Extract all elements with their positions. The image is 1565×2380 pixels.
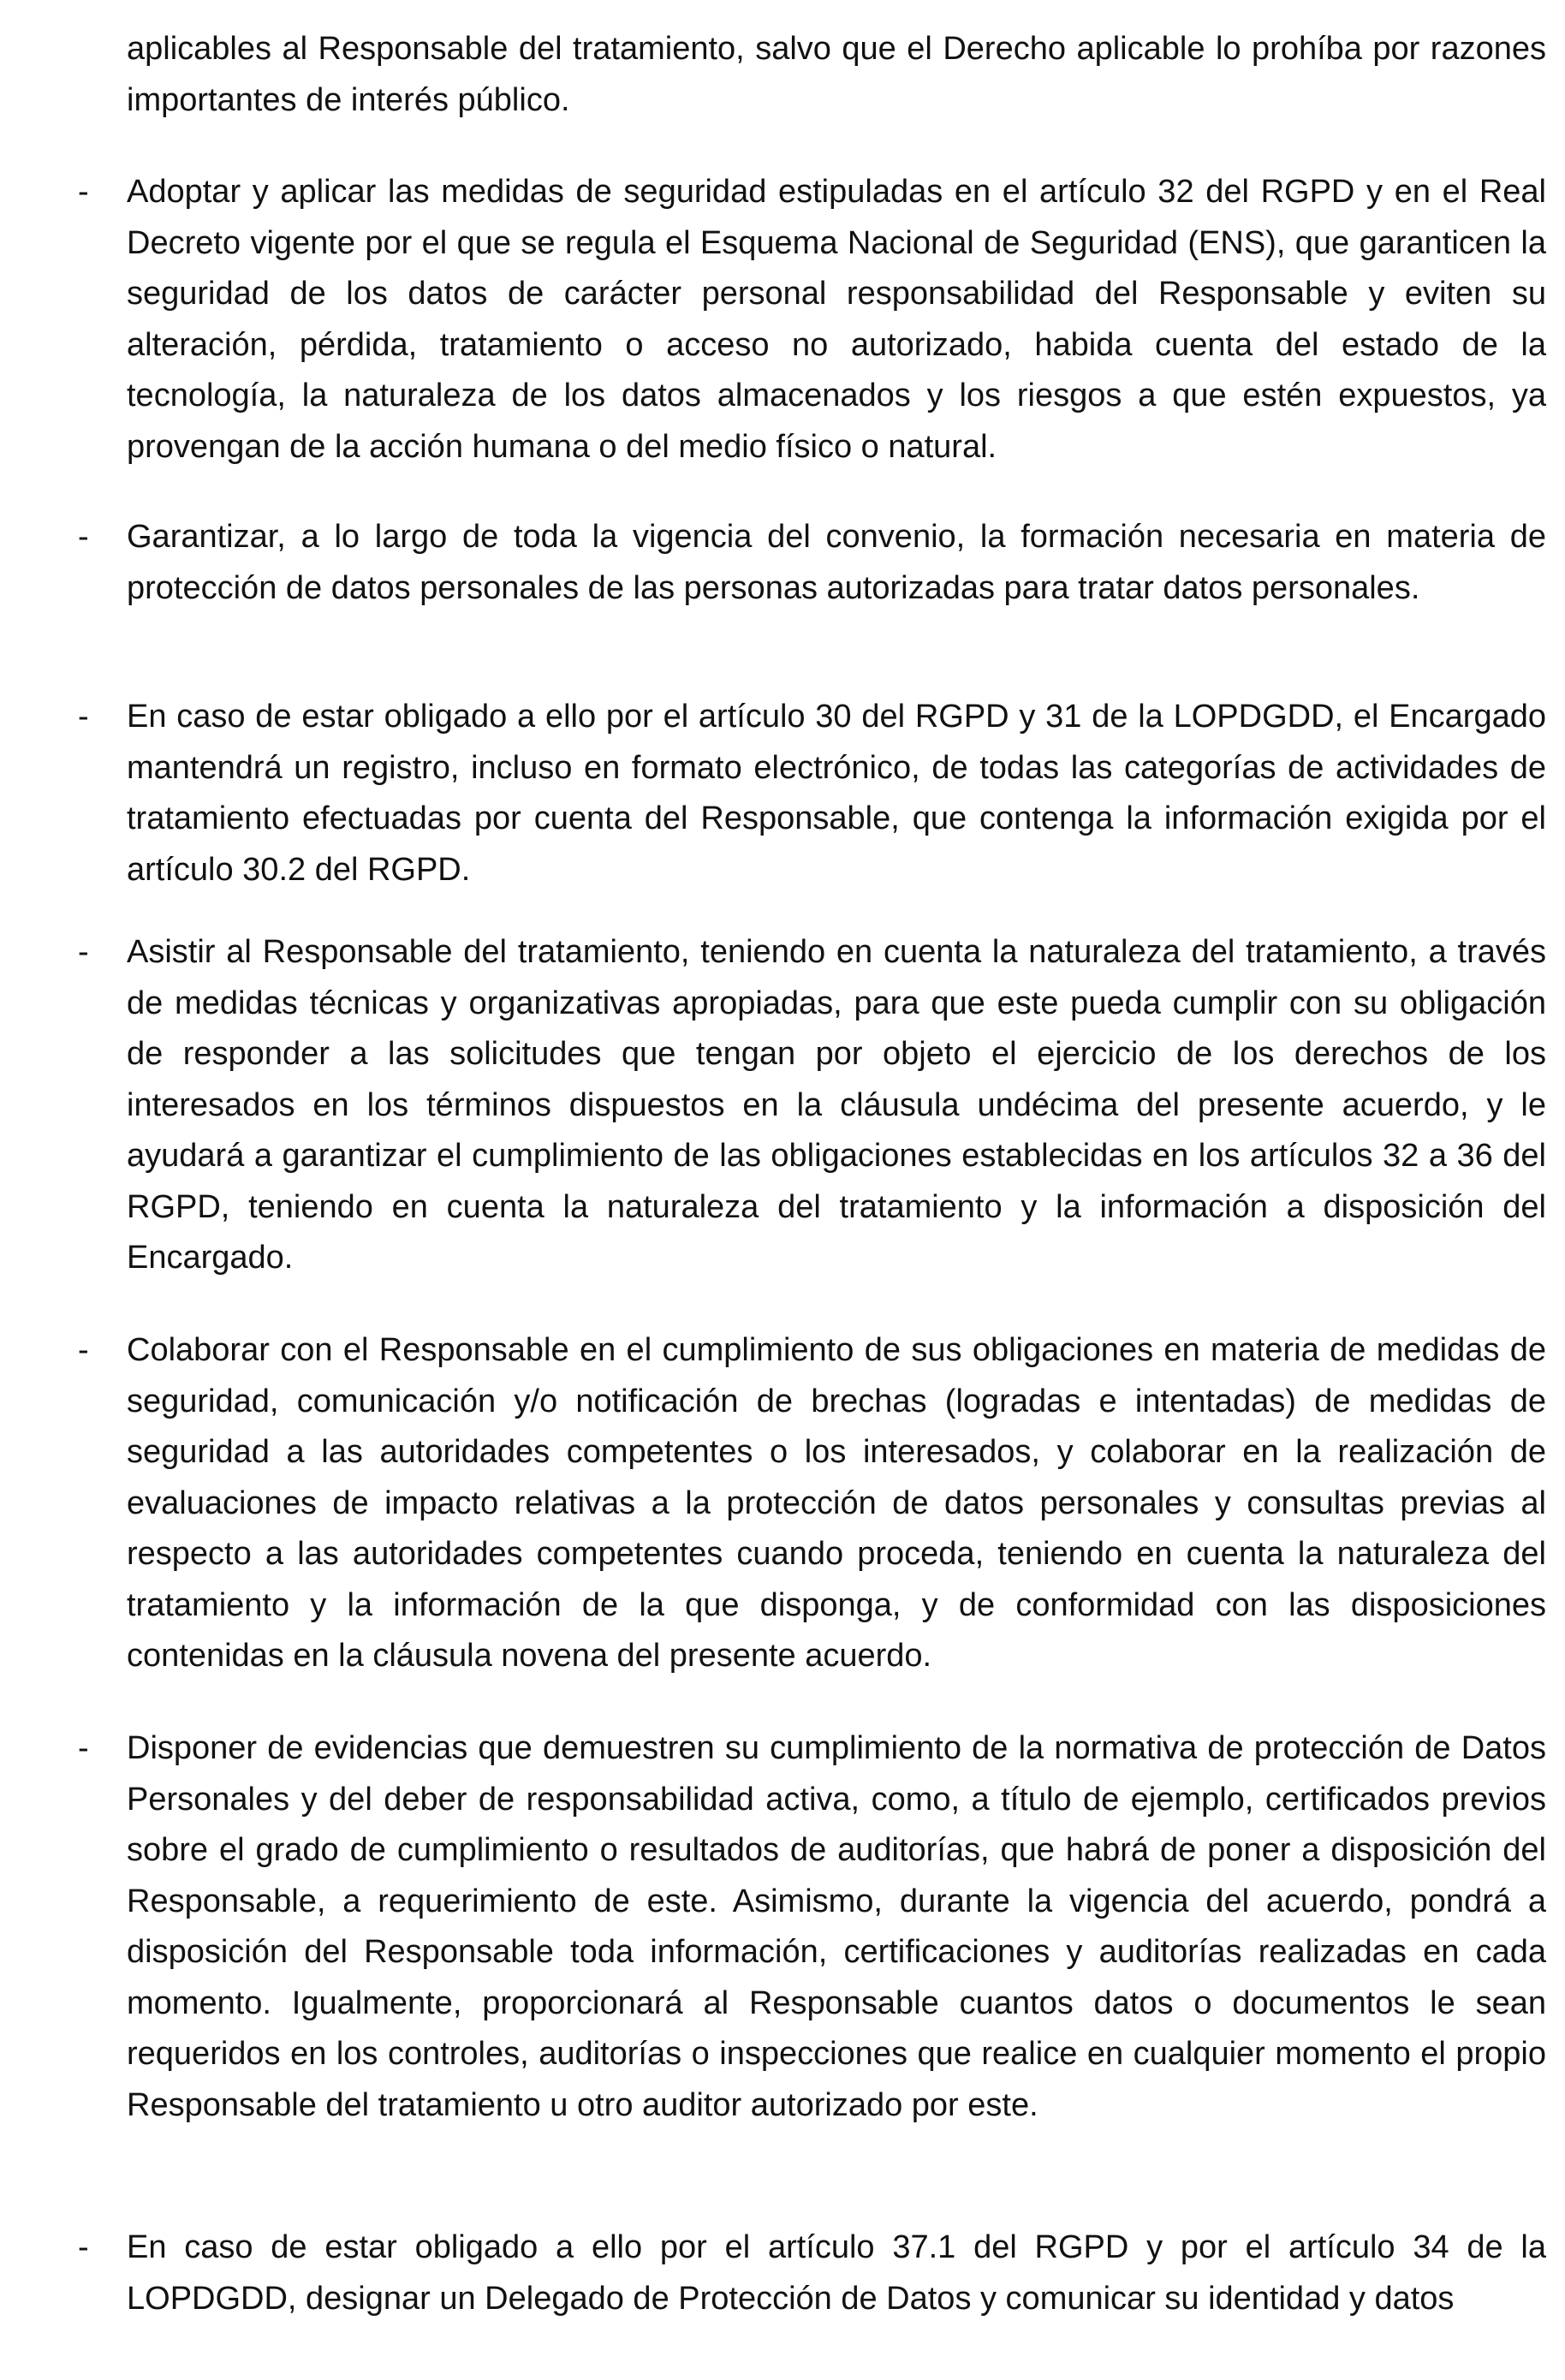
list-item-text: Adoptar y aplicar las medidas de seguridad estipuladas en el artículo 32 del RGPD y en el Real Decreto vigente por el que se regula el Esquema Nacional de Seguridad (ENS), que garanticen la seguridad de los datos de carácter personal responsabilidad del Responsable y eviten su alteración, pérdida, tratamiento o acceso no autorizado, habida cuenta del estado de la tecnología, la naturaleza de los datos almacenados y los riesgos a que estén expuestos, ya provengan de la acción humana o del medio físico o natural. <box>127 174 1546 465</box>
bullet-dash: - <box>78 1730 89 1766</box>
list-item-text: Garantizar, a lo largo de toda la vigencia del convenio, la formación necesaria en materia de protección de datos personales de las personas autorizadas para tratar datos personales. <box>127 519 1546 606</box>
bullet-dash: - <box>78 2229 89 2265</box>
bullet-dash: - <box>78 174 89 210</box>
bullet-dash: - <box>78 1332 89 1368</box>
bullet-dash: - <box>78 699 89 735</box>
intro-paragraph: aplicables al Responsable del tratamiento, salvo que el Derecho aplicable lo prohíba por razones importantes de interés público. <box>127 31 1546 118</box>
list-item-text: Colaborar con el Responsable en el cumplimiento de sus obligaciones en materia de medidas de seguridad, comunicación y/o notificación de brechas (logradas e intentadas) de medidas de seguridad a las autoridades competentes o los interesados, y colaborar en la realización de evaluaciones de impacto relativas a la protección de datos personales y consultas previas al respecto a las autoridades competentes cuando proceda, teniendo en cuenta la naturaleza del tratamiento y la información de la que disponga, y de conformidad con las disposiciones contenidas en la cláusula novena del presente acuerdo. <box>127 1332 1546 1674</box>
list-item-text: En caso de estar obligado a ello por el artículo 30 del RGPD y 31 de la LOPDGDD, el Encargado mantendrá un registro, incluso en formato electrónico, de todas las categorías de actividades de tratamiento efectuadas por cuenta del Responsable, que contenga la información exigida por el artículo 30.2 del RGPD. <box>127 699 1546 888</box>
bullet-dash: - <box>78 934 89 970</box>
list-item-text: Asistir al Responsable del tratamiento, teniendo en cuenta la naturaleza del tratamiento, a través de medidas técnicas y organizativas apropiadas, para que este pueda cumplir con su obligación de responder a las solicitudes que tengan por objeto el ejercicio de los derechos de los interesados en los términos dispuestos en la cláusula undécima del presente acuerdo, y le ayudará a garantizar el cumplimiento de las obligaciones establecidas en los artículos 32 a 36 del RGPD, teniendo en cuenta la naturaleza del tratamiento y la información a disposición del Encargado. <box>127 934 1546 1276</box>
bullet-dash: - <box>78 519 89 555</box>
list-item-text: Disponer de evidencias que demuestren su cumplimiento de la normativa de protección de Datos Personales y del deber de responsabilidad activa, como, a título de ejemplo, certificados previos sobre el grado de cumplimiento o resultados de auditorías, que habrá de poner a disposición del Responsable, a requerimiento de este. Asimismo, durante la vigencia del acuerdo, pondrá a disposición del Responsable toda información, certificaciones y auditorías realizadas en cada momento. Igualmente, proporcionará al Responsable cuantos datos o documentos le sean requeridos en los controles, auditorías o inspecciones que realice en cualquier momento el propio Responsable del tratamiento u otro auditor autorizado por este. <box>127 1730 1546 2123</box>
list-item-text: En caso de estar obligado a ello por el artículo 37.1 del RGPD y por el artículo 34 de la LOPDGDD, designar un Delegado de Protección de Datos y comunicar su identidad y datos <box>127 2229 1546 2317</box>
